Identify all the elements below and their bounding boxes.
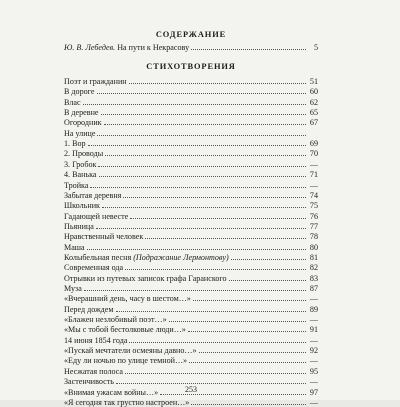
toc-entry-page: 97 bbox=[309, 387, 318, 397]
leader-dots bbox=[105, 155, 306, 156]
toc-entry-title-text: «Мы с тобой бестолковые люди…» bbox=[64, 325, 186, 335]
toc-entry-title-text: В дороге bbox=[64, 87, 95, 97]
toc-entry bbox=[64, 168, 318, 179]
leader-dots bbox=[83, 104, 306, 105]
toc-entry-page: — bbox=[309, 356, 318, 366]
toc-entry-title-text: «Еду ли ночью по улице темной…» bbox=[64, 356, 188, 366]
leader-dots bbox=[102, 207, 306, 208]
leader-dots bbox=[97, 135, 306, 136]
toc-entry-title-text: Забытая деревня bbox=[64, 190, 122, 200]
leader-dots bbox=[96, 228, 306, 229]
toc-entry-page: — bbox=[309, 397, 318, 407]
toc-entry-title-text: «Пускай мечтатели осмеяны давно…» bbox=[64, 346, 197, 356]
toc-entry-page: 92 bbox=[309, 346, 318, 356]
leader-dots bbox=[87, 249, 306, 250]
leader-dots bbox=[104, 124, 306, 125]
leader-dots bbox=[123, 197, 306, 198]
leader-dots bbox=[189, 362, 306, 363]
toc-entry-title-text: «Блажен незлобивый поэт…» bbox=[64, 315, 167, 324]
intro-title: На пути к Некрасову bbox=[117, 43, 190, 52]
toc-entry bbox=[64, 147, 318, 158]
toc-entry bbox=[64, 106, 318, 117]
toc-entry-title-text: Отрывки из путевых записок графа Гаранского bbox=[64, 273, 227, 283]
toc-entry bbox=[64, 85, 318, 96]
toc-entry-page: — bbox=[309, 180, 318, 190]
toc-entry-title-text: Колыбельная песня bbox=[64, 252, 132, 262]
toc-entry-title-text: Поэт и гражданин bbox=[64, 77, 127, 86]
contents-heading: СОДЕРЖАНИЕ bbox=[155, 30, 227, 39]
toc-entry-page: 67 bbox=[309, 118, 318, 128]
toc-entry bbox=[64, 282, 318, 293]
toc-entry-page: 75 bbox=[309, 201, 318, 211]
toc-entry-page: 80 bbox=[309, 242, 318, 252]
toc-entry-title bbox=[64, 398, 189, 407]
leader-dots bbox=[129, 83, 306, 84]
toc-entry-page: 78 bbox=[309, 232, 318, 242]
toc-entry-page: 82 bbox=[309, 263, 318, 273]
toc-entry-page: 87 bbox=[309, 284, 318, 293]
leader-dots bbox=[191, 49, 306, 50]
intro-page: 5 bbox=[313, 43, 318, 52]
intro-author: Ю. В. Лебедев. bbox=[64, 43, 116, 52]
toc-entry-page: 70 bbox=[309, 149, 318, 159]
toc-entry-title-text: На улице bbox=[64, 128, 96, 138]
leader-dots bbox=[84, 290, 306, 291]
toc-entry-page: — bbox=[309, 294, 318, 304]
toc-entry-title-text: Гадающей невесте bbox=[64, 211, 129, 221]
toc-entry-title-text: «Внимая ужасам войны…» bbox=[64, 387, 159, 397]
toc-entry-page: 83 bbox=[309, 273, 318, 283]
toc-entry-page: 51 bbox=[309, 77, 318, 86]
toc-entry bbox=[64, 210, 318, 221]
toc-entry-page: — bbox=[309, 335, 318, 345]
toc-entry bbox=[64, 220, 318, 231]
toc-entry-title-text: Перед дождем bbox=[64, 304, 114, 314]
leader-dots bbox=[229, 280, 306, 281]
leader-dots bbox=[193, 300, 306, 301]
leader-dots bbox=[129, 342, 306, 343]
leader-dots bbox=[145, 238, 306, 239]
toc-entry-title-text: 14 июня 1854 года bbox=[64, 335, 128, 345]
toc-entry-page: — bbox=[309, 159, 318, 169]
toc-entry-title-text: Влас bbox=[64, 97, 81, 107]
toc-entry-title-text: 1. Вор bbox=[64, 139, 86, 149]
toc-entry-page: 91 bbox=[309, 325, 318, 335]
toc-entry-title-text: Нравственный человек bbox=[64, 232, 144, 242]
leader-dots bbox=[125, 269, 306, 270]
toc-entry-page: — bbox=[309, 377, 318, 387]
toc-entry-page: 95 bbox=[309, 366, 318, 376]
toc-entry bbox=[64, 251, 318, 262]
toc-entry-title-text: «Я сегодня так грустно настроен…» bbox=[64, 397, 190, 407]
toc-entry-title-text: 4. Ванька bbox=[64, 170, 97, 180]
toc-entry bbox=[64, 116, 318, 127]
toc-entry bbox=[64, 272, 318, 283]
leader-dots bbox=[97, 93, 307, 94]
toc-entry-page: 89 bbox=[309, 304, 318, 314]
toc-entry-note: (Подражание Лермонтову) bbox=[133, 252, 229, 262]
leader-dots bbox=[199, 352, 306, 353]
toc-entry bbox=[64, 354, 318, 365]
toc-entry bbox=[64, 189, 318, 200]
leader-dots bbox=[191, 404, 306, 405]
leader-dots bbox=[231, 259, 306, 260]
toc-entry bbox=[64, 396, 318, 407]
leader-dots bbox=[116, 311, 307, 312]
toc-entry-page: 69 bbox=[309, 139, 318, 149]
toc-entry bbox=[64, 323, 318, 334]
toc-entry-title-text: Школьник bbox=[64, 201, 100, 211]
leader-dots bbox=[88, 145, 306, 146]
toc-entry-title-text: Маша bbox=[64, 242, 85, 252]
leader-dots bbox=[90, 187, 306, 188]
toc-entry bbox=[64, 313, 318, 324]
toc-entry-title-text: Пьяница bbox=[64, 221, 94, 231]
intro-entry bbox=[64, 41, 318, 52]
toc-entry-page: 77 bbox=[309, 221, 318, 231]
toc-entry-title-text: Огородник bbox=[64, 118, 102, 128]
intro-entry-title bbox=[64, 43, 189, 52]
leader-dots bbox=[116, 383, 306, 384]
leader-dots bbox=[188, 331, 306, 332]
toc-entry-title-text: Несжатая полоса bbox=[64, 366, 124, 376]
leader-dots bbox=[101, 114, 306, 115]
leader-dots bbox=[99, 176, 306, 177]
toc-entry-title-text: Муза bbox=[64, 284, 82, 293]
toc-entry-title-text: Современная ода bbox=[64, 263, 124, 273]
toc-entry-page: 62 bbox=[309, 97, 318, 107]
toc-entry-title-text: Застенчивость bbox=[64, 377, 114, 387]
toc-entry-page: 65 bbox=[309, 108, 318, 117]
toc-entry-page: 60 bbox=[309, 87, 318, 97]
leader-dots bbox=[125, 373, 306, 374]
toc-entry-title-text: 3. Гробок bbox=[64, 159, 97, 169]
toc-entry-page: 71 bbox=[309, 170, 318, 180]
leader-dots bbox=[98, 166, 306, 167]
toc-entry-title-text: В деревне bbox=[64, 108, 99, 117]
toc-entry-title-text: «Вчерашний день, часу в шестом…» bbox=[64, 294, 191, 304]
page-number: 253 bbox=[185, 385, 197, 394]
poems-heading: СТИХОТВОРЕНИЯ bbox=[146, 62, 236, 71]
toc-entry-page: 74 bbox=[309, 190, 318, 200]
leader-dots bbox=[130, 218, 306, 219]
leader-dots bbox=[169, 321, 306, 322]
toc-entry-title-text: Тройка bbox=[64, 180, 89, 190]
toc-entry-page: — bbox=[309, 315, 318, 324]
toc-entry-title-text: 2. Проводы bbox=[64, 149, 104, 159]
toc-entry-page: 81 bbox=[309, 252, 318, 262]
toc-entry-page: 76 bbox=[309, 211, 318, 221]
